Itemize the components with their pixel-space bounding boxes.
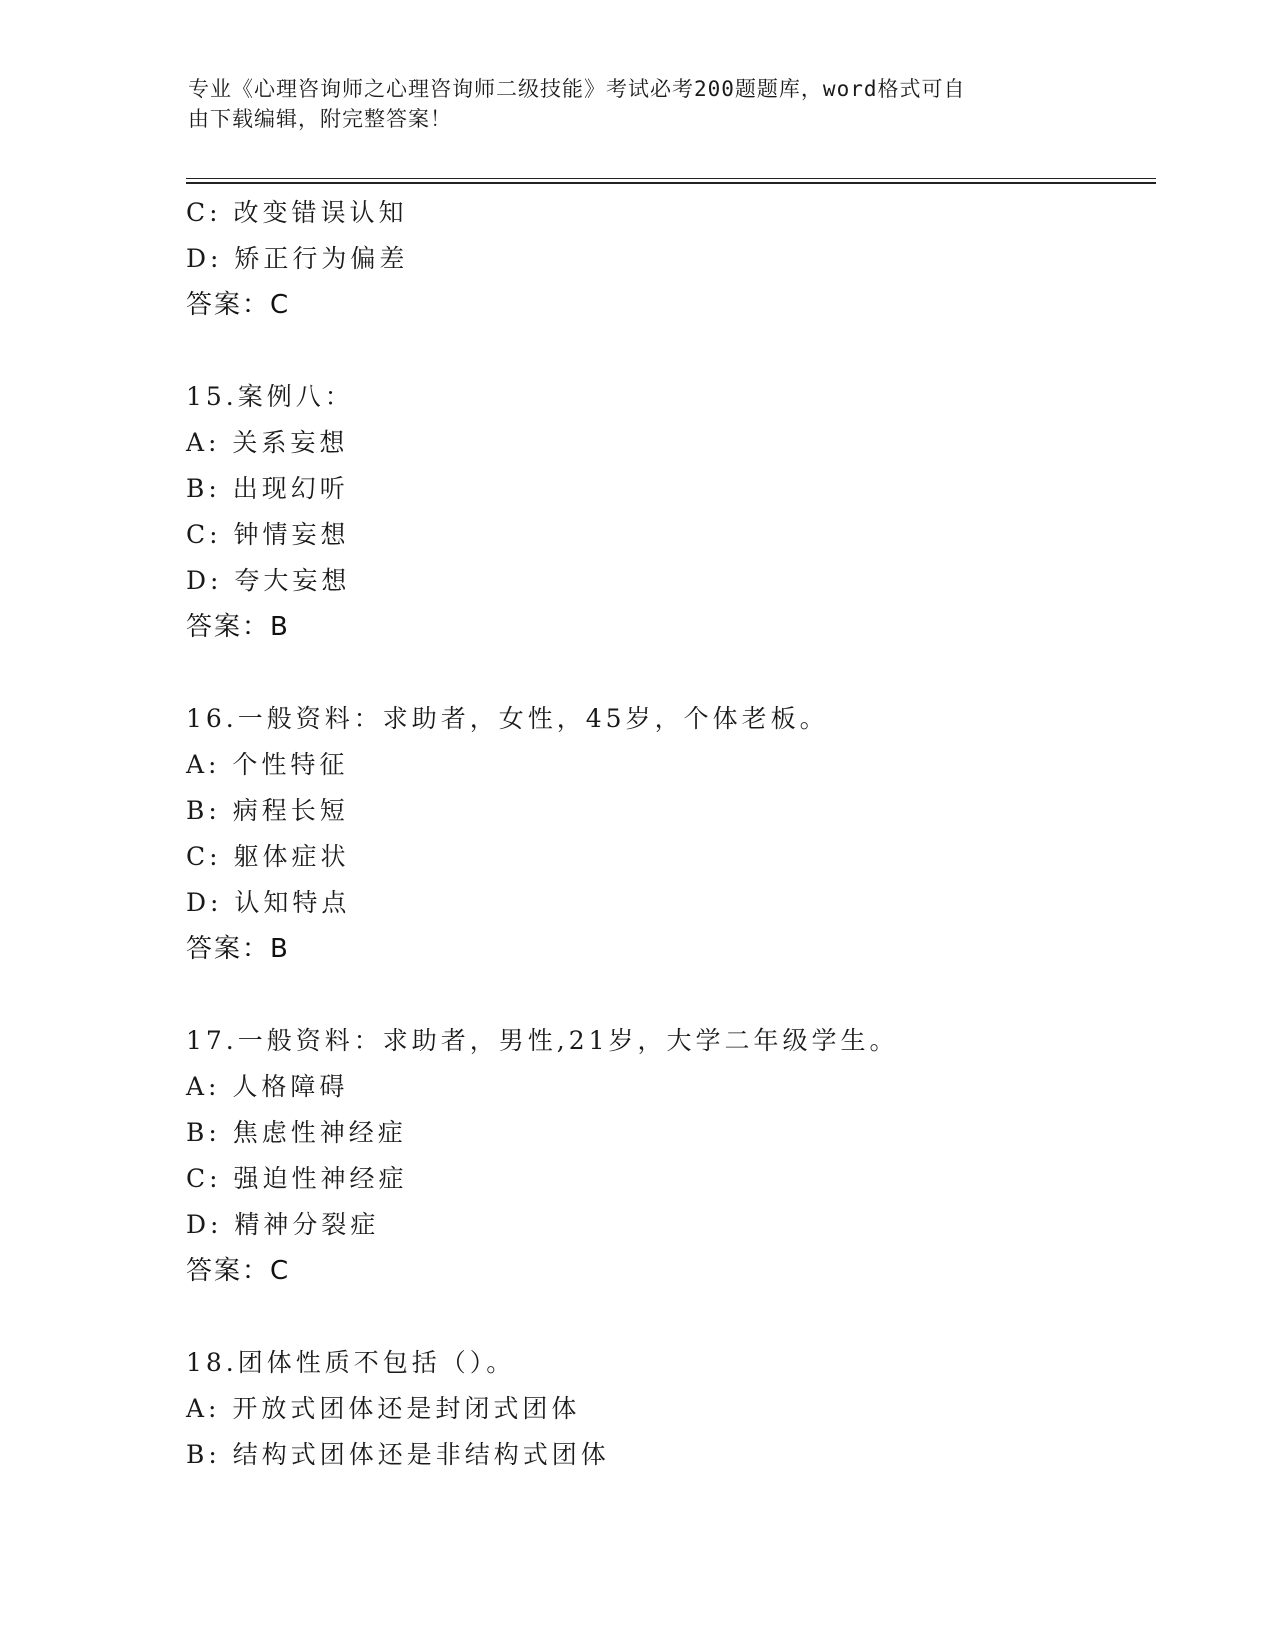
option-b: B: 病程长短 [186, 796, 349, 825]
question-stem: 18.团体性质不包括（）。 [186, 1348, 516, 1377]
spacer [186, 1294, 1146, 1340]
answer-line: 答案：C [186, 290, 291, 320]
answer-line: 答案：C [186, 1256, 291, 1286]
question-15 [186, 374, 1146, 650]
question-18 [186, 1340, 1146, 1478]
question-stem: 16.一般资料：求助者，女性，45岁，个体老板。 [186, 704, 829, 733]
option-a: A: 开放式团体还是封闭式团体 [186, 1394, 581, 1423]
option-a: A: 个性特征 [186, 750, 349, 779]
question-stem: 15.案例八： [186, 382, 354, 411]
option-c: C: 躯体症状 [186, 842, 350, 871]
answer-line: 答案：B [186, 612, 290, 642]
option-c: C: 钟情妄想 [186, 520, 350, 549]
option-b: B: 焦虑性神经症 [186, 1118, 407, 1147]
answer-line: 答案：B [186, 934, 290, 964]
question-17 [186, 1018, 1146, 1294]
option-b: B: 出现幻听 [186, 474, 349, 503]
option-c: C: 改变错误认知 [186, 198, 408, 227]
option-a: A: 人格障碍 [186, 1072, 349, 1101]
question-14-continued [186, 190, 1146, 328]
option-d: D: 夸大妄想 [186, 566, 351, 595]
spacer [186, 650, 1146, 696]
question-16 [186, 696, 1146, 972]
option-d: D: 矫正行为偏差 [186, 244, 409, 273]
header-line-1: 专业《心理咨询师之心理咨询师二级技能》考试必考200题题库，word格式可自 [188, 77, 966, 101]
option-b: B: 结构式团体还是非结构式团体 [186, 1440, 610, 1469]
option-d: D: 认知特点 [186, 888, 351, 917]
spacer [186, 972, 1146, 1018]
header-line-2: 由下载编辑，附完整答案！ [188, 107, 452, 131]
header-divider-thin [186, 178, 1156, 179]
spacer [186, 328, 1146, 374]
header-divider-thick [186, 182, 1156, 184]
option-a: A: 关系妄想 [186, 428, 349, 457]
question-list [186, 190, 1146, 1478]
document-header [188, 74, 1068, 134]
option-d: D: 精神分裂症 [186, 1210, 380, 1239]
question-stem: 17.一般资料：求助者，男性,21岁，大学二年级学生。 [186, 1026, 899, 1055]
option-c: C: 强迫性神经症 [186, 1164, 408, 1193]
